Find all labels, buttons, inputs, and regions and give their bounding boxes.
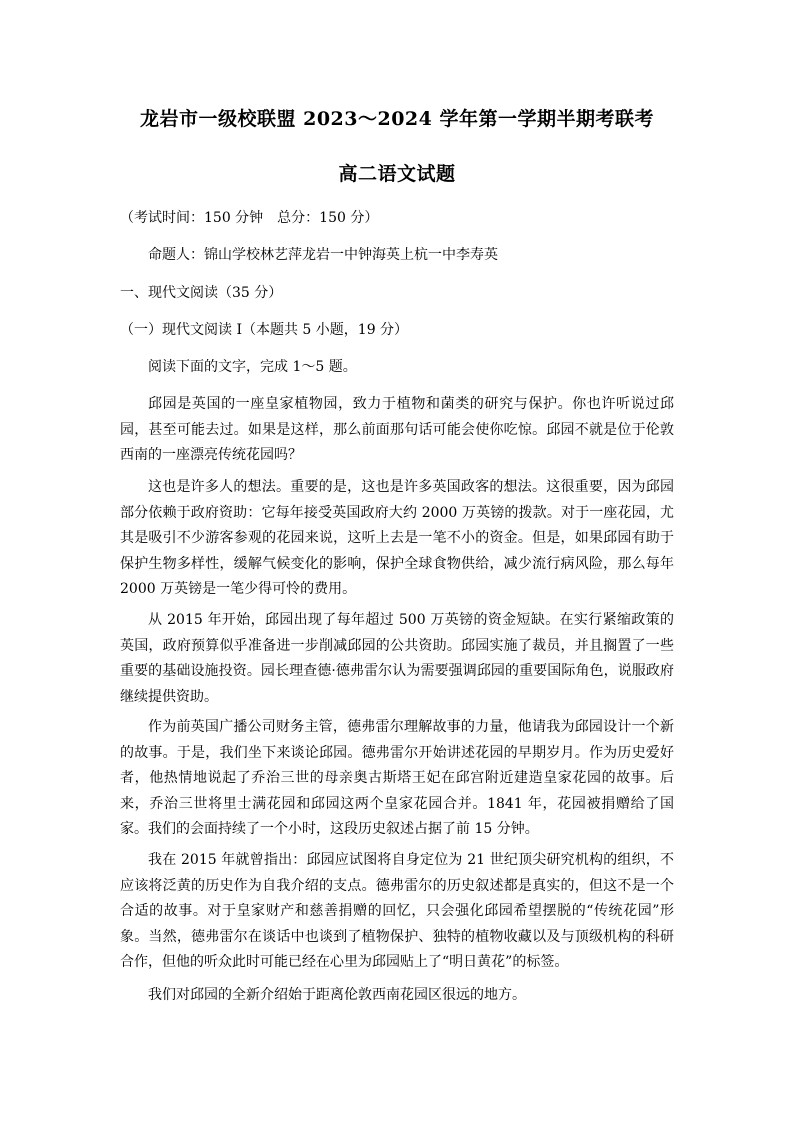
authors-line: 命题人：锦山学校林艺萍龙岩一中钟海英上杭一中李寿英 (148, 247, 498, 263)
paragraph-5: 我在 2015 年就曾指出：邱园应试图将自身定位为 21 世纪顶尖研究机构的组织，不应该将泛黄的历史作为自我介绍的支点。德弗雷尔的历史叙述都是真实的，但这不是一个合适的故事。对于皇家财产和慈善捐赠的回忆，只会强化邱园希望摆脱的“传统花园”形象。当然，德弗雷尔在谈话中也谈到了植物保护、独特的植物收藏以及与顶级机构的科研合作，但他的听众此时可能已经在心里为邱园贴上了“明日黄花”的标签。 (120, 852, 674, 971)
subsection-heading: （一）现代文阅读 I（本题共 5 小题，19 分） (120, 322, 409, 338)
paragraph-2: 这也是许多人的想法。重要的是，这也是许多英国政客的想法。这很重要，因为邱园部分依赖于政府资助：它每年接受英国政府大约 2000 万英镑的拨款。对于一座花园，尤其是吸引不少游客参观的花园来说，这听上去是一笔不小的资金。但是，如果邱园有助于保护生物多样性，缓解气候变化的影响，保护全球食物供给，减少流行病风险，那么每年 2000 万英镑是一笔少得可怜的费用。 (120, 479, 674, 598)
exam-info: （考试时间：150 分钟 总分：150 分） (120, 210, 379, 226)
section-heading: 一、现代文阅读（35 分） (120, 285, 283, 301)
paragraph-6: 我们对邱园的全新介绍始于距离伦敦西南花园区很远的地方。 (148, 987, 526, 1003)
paragraph-4: 作为前英国广播公司财务主管，德弗雷尔理解故事的力量，他请我为邱园设计一个新的故事。于是，我们坐下来谈论邱园。德弗雷尔开始讲述花园的早期岁月。作为历史爱好者，他热情地说起了乔治三世的母亲奥古斯塔王妃在邱宫附近建造皇家花园的故事。后来，乔治三世将里士满花园和邱园这两个皇家花园合并。1841 年，花园被捐赠给了国家。我们的会面持续了一个小时，这段历史叙述占据了前 15 分钟。 (120, 719, 674, 838)
paragraph-3: 从 2015 年开始，邱园出现了每年超过 500 万英镑的资金短缺。在实行紧缩政策的英国，政府预算似乎准备进一步削减邱园的公共资助。邱园实施了裁员，并且搁置了一些重要的基础设施投资。园长理查德·德弗雷尔认为需要强调邱园的重要国际角色，说服政府继续提供资助。 (120, 612, 674, 705)
reading-instruction: 阅读下面的文字，完成 1～5 题。 (148, 359, 357, 375)
paragraph-1: 邱园是英国的一座皇家植物园，致力于植物和菌类的研究与保护。你也许听说过邱园，甚至可能去过。如果是这样，那么前面那句话可能会使你吃惊。邱园不就是位于伦敦西南的一座漂亮传统花园吗？ (120, 396, 674, 464)
document-subtitle: 高二语文试题 (338, 163, 456, 185)
document-title: 龙岩市一级校联盟 2023～2024 学年第一学期半期考联考 (140, 108, 654, 130)
